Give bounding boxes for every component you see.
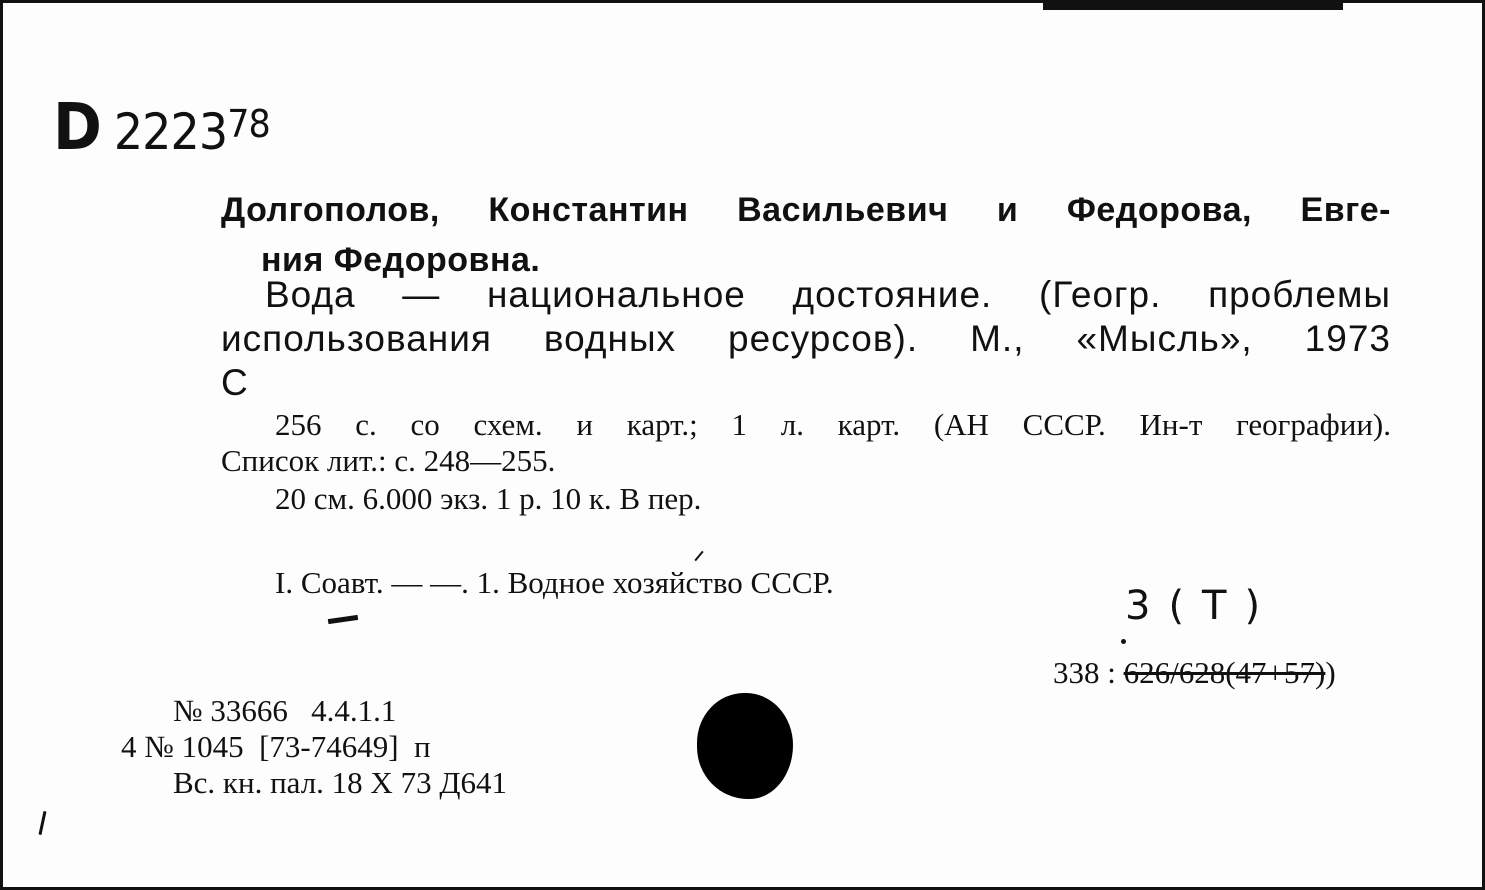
- handwritten-shelf-mark: [1125, 583, 1278, 629]
- author-line-1: Долгополов, Константин Васильевич и Федорова, Евге-: [221, 191, 1391, 229]
- physical-description: [221, 407, 1391, 517]
- classification-struck: 626/628(47+57): [1123, 655, 1326, 690]
- description-line-1: 256 с. со схем. и карт.; 1 л. карт. (АН СССР. Ин-т географии).: [275, 407, 1391, 442]
- title-block: [221, 273, 1391, 405]
- classification-index: [1053, 655, 1336, 691]
- scan-edge-mark: [1043, 3, 1343, 10]
- catalog-line-3: Вс. кн. пал. 18 X 73 Д641: [173, 765, 507, 800]
- subject-tracing: I. Соавт. — —. 1. Водное хозяйство СССР.: [275, 565, 834, 600]
- description-line-2: Список лит.: с. 248—255.: [221, 443, 556, 478]
- classification-main: 338 :: [1053, 655, 1116, 690]
- accession-number: 2223: [113, 103, 228, 161]
- author-heading: [221, 185, 1391, 285]
- pencil-accent: [694, 551, 703, 561]
- accession-prefix: D: [53, 91, 101, 165]
- title-line-3: С: [221, 362, 249, 403]
- shelf-mark-dot: [1121, 639, 1126, 644]
- handwritten-accession-number: [53, 91, 270, 165]
- author-line-2: ния Федоровна.: [261, 241, 541, 279]
- title-line-1: Вода — национальное достояние. (Геогр. проблемы: [265, 274, 1391, 315]
- shelf-mark-letter: (Т): [1168, 583, 1279, 629]
- catalog-line-1: № 33666 4.4.1.1: [173, 693, 397, 728]
- catalog-line-2: 4 № 1045 [73-74649] п: [121, 729, 431, 764]
- punch-hole: [697, 693, 793, 799]
- accession-suffix: 78: [227, 102, 270, 146]
- pencil-stroke: [39, 811, 47, 835]
- shelf-mark-number: 3: [1125, 583, 1169, 629]
- classification-close: ): [1325, 655, 1336, 690]
- catalog-numbers: [121, 693, 507, 801]
- pencil-tick: [328, 615, 358, 624]
- description-line-3: 20 см. 6.000 экз. 1 р. 10 к. В пер.: [275, 481, 702, 516]
- title-line-2: использования водных ресурсов). М., «Мысль», 1973: [221, 318, 1391, 359]
